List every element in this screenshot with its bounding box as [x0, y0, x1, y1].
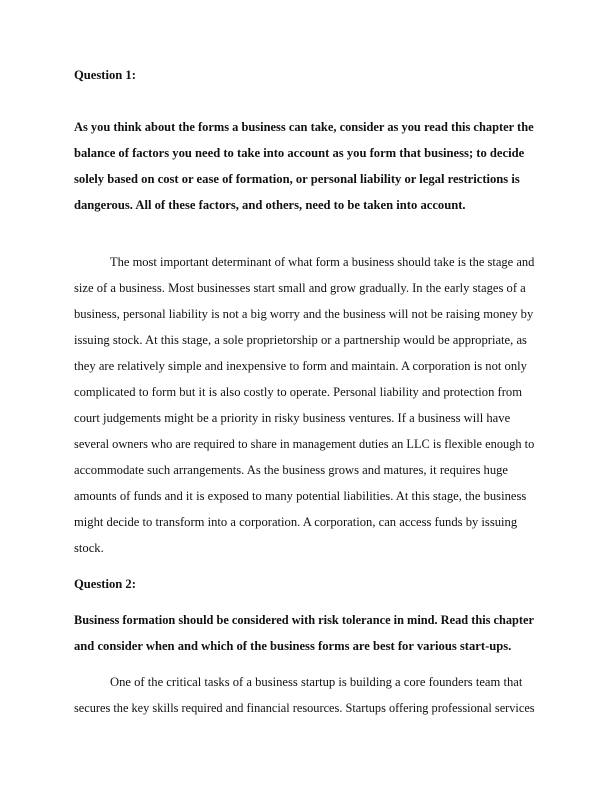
question-1-answer-line: accommodate such arrangements. As the business grows and matures, it requires huge	[74, 463, 509, 477]
question-1-answer-line: court judgements might be a priority in risky business ventures. If a business will have	[74, 411, 511, 425]
question-2-prompt-line: Business formation should be considered with risk tolerance in mind. Read this chapter	[74, 613, 535, 627]
question-1-answer-line: amounts of funds and it is exposed to many potential liabilities. At this stage, the business	[74, 489, 527, 503]
question-1-answer-line: business, personal liability is not a big worry and the business will not be raising money by	[74, 307, 534, 321]
question-1-answer-line: size of a business. Most businesses start small and grow gradually. In the early stages of a	[74, 281, 526, 295]
question-1-answer-line: several owners who are required to share in management duties an LLC is flexible enough to	[74, 437, 535, 451]
question-1-answer-line: might decide to transform into a corporation. A corporation, can access funds by issuing	[74, 515, 518, 529]
question-1-answer-line: The most important determinant of what form a business should take is the stage and	[110, 255, 535, 269]
question-2-prompt-line: and consider when and which of the business forms are best for various start-ups.	[74, 639, 512, 653]
question-1-prompt-line: solely based on cost or ease of formation, or personal liability or legal restrictions is	[74, 172, 520, 186]
question-2-heading: Question 2:	[74, 577, 136, 591]
question-1-prompt-line: As you think about the forms a business can take, consider as you read this chapter the	[74, 120, 534, 134]
question-1-prompt-line: balance of factors you need to take into account as you form that business; to decide	[74, 146, 525, 160]
question-2-answer-line: One of the critical tasks of a business startup is building a core founders team that	[110, 675, 523, 689]
question-1-prompt-line: dangerous. All of these factors, and others, need to be taken into account.	[74, 198, 466, 212]
question-1-heading: Question 1:	[74, 68, 136, 82]
question-1-answer-line: complicated to form but it is also costly to operate. Personal liability and protection from	[74, 385, 523, 399]
question-2-answer-line: secures the key skills required and financial resources. Startups offering professional services	[74, 701, 535, 715]
question-1-answer-line: they are relatively simple and inexpensive to form and maintain. A corporation is not only	[74, 359, 527, 373]
question-1-answer-line: stock.	[74, 541, 104, 555]
question-1-answer-line: issuing stock. At this stage, a sole proprietorship or a partnership would be appropriate, as	[74, 333, 527, 347]
